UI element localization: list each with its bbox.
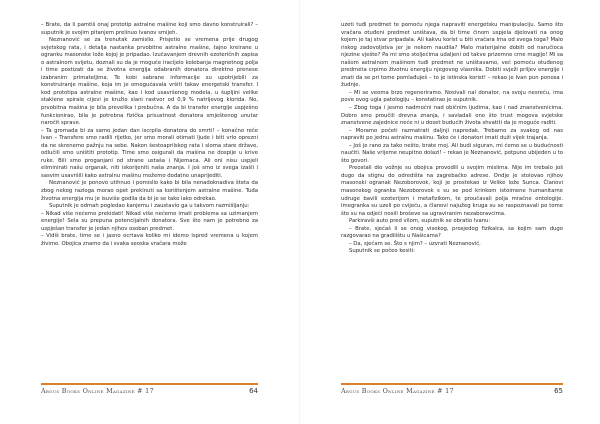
- paragraph: – Brate, da li pamtiš onaj prototip astralne mašine koji smo davno konstruirali? – suputnik je svojim pitanjem prelinuo Ivanov smijeh.: [41, 22, 258, 36]
- paragraph: – Nikad više nećemo prekidati! Nikad više nećemo imati problema sa uzimanjem energije! Sela su prepuna potencijalnih donatora. Sve što nam je potrebno za uspješan transfer je jedan njihov osoban predmet.: [41, 210, 258, 232]
- paragraph: – Da, sjećam se. Što s njim? – uzvrati Neznanović.: [349, 240, 481, 247]
- magazine-title: Argus Books Online Magazine # 17: [41, 387, 154, 395]
- paragraph: Suputnik je odmah pogledao kanjemu i zaustavio ga u takvom razmišljanju:: [49, 203, 250, 210]
- right-page-footer: [341, 383, 563, 397]
- paragraph: Suputnik se počeo kesiti:: [349, 248, 415, 255]
- paragraph: Preostali dio vožnje su obojica provodili u svojim mislima. Nije im trebalo još dugo da stignu do odredišta na zagrebačko adrese. Ondje je stolovao njihov masonski ogranak Nezoborovok, koji je prostekao iz Velike lože Sunca. Članovi masonskog ogranka Nezoborovok s su se pod krinkom istoimene humanitarne udruge bavili ezoterijom i metafizikom, te proučavali polja mračne ontologije. Imegranka su uzeli po cvijeću, a članovi najužeg kruga su se raspoznavali po tome što su na odjeći nosili broševe sa ugraviranim nezaboravcima.: [341, 165, 563, 217]
- paragraph: – Moramo početi razmatrati daljnji napredak. Trebamo za svakog od nas napraviti po jednu astralnu mašinu. Tako će i donatori imati duži vijek trajanja.: [341, 127, 563, 142]
- paragraph: – Brate, sjećaš li se onog visokog, prosjedog fizikalca, sa kojim sam dugo razgovarao na gradilištu u Našicama?: [341, 225, 563, 240]
- magazine-title: Argus Books Online Magazine # 17: [341, 387, 454, 395]
- left-page-text: [41, 22, 258, 248]
- page-number: 64: [249, 386, 258, 395]
- paragraph: Neznanović je ponovo utihnuo i pomislio kako bi bila nenadoknadiva šteta da zbog nekog razloga morao opet prekinuti sa korištenjem astralne mašine. Tuđa životna energija mu je isuviše godila da bi je se tako lako odrekao.: [41, 180, 258, 202]
- paragraph: – Mi se veoma brzo regeneriramo. Nosivali nal donator, na svoju nesreću, ima pove ovog ugla patologiju – konstatirao je suputnik.: [341, 89, 563, 104]
- paragraph: Neznanović se za trenutak zamislio. Prisjetio se vremena prije drugog svjetskog rata, i detalja nastanka prvobitne astralne mašine, tajno kreirane u ogranku masonske lože kojoj je pripadao. Izučavanjem drevnih ezoteričnih zapisa o astralnom svijetu, doznali su da je moguće iracijelo kolebanja magnetnog polja i time postizati da se životna energija odabranih donatora direktno prenese izabranim primateljima. Te kobi sabrane informacije su upotrijebili za konstruiranje mašine, koja im je omogućavala vršiti takav energetski transfer. I kod prototipa astralne mašine, kao i kod usavršenog modela, u šupljini velike staklene spirale cijevi je kružio slani rastvor od 0,9 % natrijevog klorida. No, prvobitna mašina je bila prevelika i prebučna. A da bi transfer energije uspješno funkcionirao, bila je potrebna fizička prisustnost donatora smještenog unutar naročit sprave.: [41, 37, 258, 127]
- left-page-footer: [41, 383, 258, 397]
- paragraph: uzeti tuđi predmet te pomoću njega napraviti energetsku manipulaciju. Samo što vračara otuđeni predmet uništava, da bi time činom uspjela djelovati na onog kojem je taj stvar pripadala. Ali kakvu korist u biti vračara ima od svega toga? Malo riskog zadovoljstva jer je nekom naudila? Malo materijalne dobiti od naručioca njezine vješte? Pa mi smo stoljećima udaljeni od takve prizemne crne magije! Mi sa našom astralnom mašinom tuđi predmet ne uništavamo, već pomoću otuđenog predmeta crpimo životnu energiju njegovog vlasnika. Dobiti svježi priljev energije i znati da se pri tome pomlađuješ – to je istinska korist! – rekao je Ivan pun ponosa i žudnje.: [341, 22, 563, 89]
- right-page: [300, 0, 600, 424]
- paragraph: – Još je rano za tako nešto, brate moj. Ali budi siguran, mi ćemo se u budućnosti naučiti. Naše vrijeme neupitno dolazi! – rekao je Neznanović, potpuno ubijeden u to što govori.: [341, 142, 563, 164]
- footer-rule: [41, 383, 258, 385]
- footer-rule: [341, 383, 563, 385]
- paragraph: – Zbog toga i jesmo nadmoćni nad običnim ljudima, kao i nad znanstvenicima. Dobro smo proučili drevna znanja, i savladali ono što trust mogova svjetske znanstvene zajednice neće ni u doset budućih života shvatiti da je moguće raditi.: [341, 105, 563, 127]
- page-number: 65: [554, 386, 563, 395]
- paragraph: – Ta gromada bi za samo jedan dan iscrpila donatora do smrti! – konačno reče Ivan – Transfere smo radili rijetko, jer smo morali otimati ljude i biti vrlo oprezni da ne skrenemo pažnju na sebe. Nakon šestoaprilskog rata i sloma stare države, odlučili smo uništiti prototip. Time smo osigurali da mašina ne dospije u krive ruke. Bili smo proganjani od strane ustaša i Nijemaca. Ali oni nisu uspjeli eliminirati našu organak, niti iskorijeniti naša znanja. I još smo iz svega izašli i sasvim usavršili kako astralnu mašinu možemo dodatno unaprijediti.: [41, 127, 258, 179]
- paragraph: Parkiravši auto pred vilom, suputnik se obratio Ivanu:: [349, 218, 491, 225]
- paragraph: – Vidiš brate, time se i jasno ocrtava koliko mi idemo ispred vremena u kojem živimo. Obojica znamo da i svaka seoska vračara može: [41, 233, 258, 247]
- right-page-text: [341, 22, 563, 256]
